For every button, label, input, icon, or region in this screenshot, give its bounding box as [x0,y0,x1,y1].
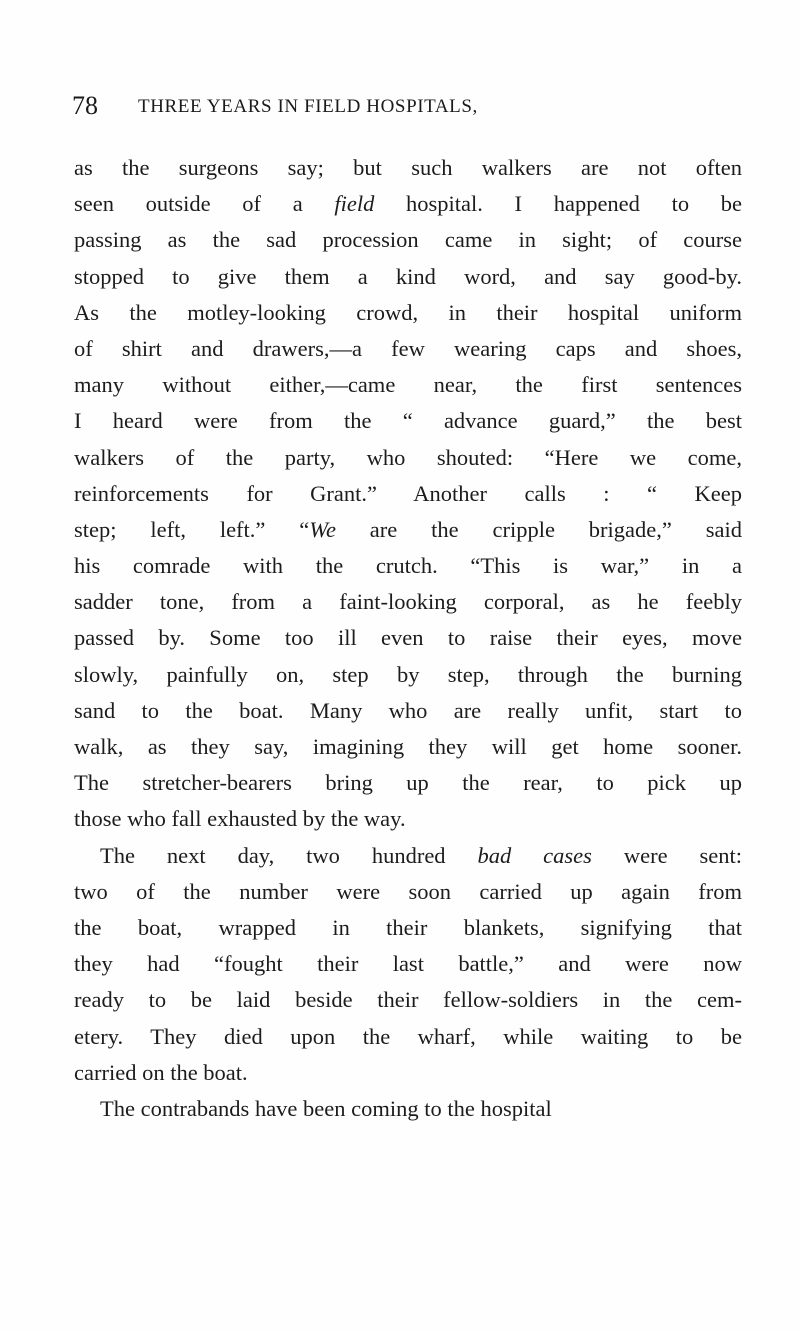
text-line: as the surgeons say; but such walkers are not often [74,155,742,180]
text-line: they had “fought their last battle,” and were now [74,951,742,977]
text-line: reinforcements for Grant.” Another calls : “ Keep [74,480,742,506]
text-line: As the motley-looking crowd, in their hospital uniform [74,299,742,325]
text-line: passing as the sad procession came in sight; of course [74,227,742,253]
text-line: The contrabands have been coming to the hospital [100,1095,552,1121]
text-line: many without either,—came near, the first sentences [74,372,742,398]
text-line: stopped to give them a kind word, and say good-by. [74,263,742,289]
text-line: sand to the boat. Many who are really unfit, start to [74,697,742,723]
text-line: ready to be laid beside their fellow-soldiers in the cem- [74,987,742,1013]
text-line: The next day, two hundred bad cases were sent: [100,842,742,868]
text-line: I heard were from the “ advance guard,” the best [74,408,742,434]
text-line: his comrade with the crutch. “This is war,” in a [74,553,742,579]
text-line: sadder tone, from a faint-looking corporal, as he feebly [74,589,742,615]
text-line: of shirt and drawers,—a few wearing caps and shoes, [74,335,742,361]
text-line: slowly, painfully on, step by step, through the burning [74,661,742,687]
page-number: 78 [72,91,98,120]
body-text [74,150,742,1127]
text-line: seen outside of a field hospital. I happened to be [74,191,742,217]
text-line: two of the number were soon carried up again from [74,878,742,904]
text-line: those who fall exhausted by the way. [74,806,406,832]
page-header [72,88,652,124]
text-line: passed by. Some too ill even to raise their eyes, move [74,625,742,651]
text-line: The stretcher-bearers bring up the rear, to pick up [74,770,742,796]
text-line: walk, as they say, imagining they will get home sooner. [74,734,742,759]
text-line: the boat, wrapped in their blankets, signifying that [74,914,742,940]
text-line: etery. They died upon the wharf, while waiting to be [74,1023,742,1049]
running-head: THREE YEARS IN FIELD HOSPITALS, [138,96,478,117]
text-line: step; left, left.” “We are the cripple brigade,” said [74,516,742,542]
text-line: walkers of the party, who shouted: “Here we come, [74,444,742,470]
text-line: carried on the boat. [74,1059,248,1085]
